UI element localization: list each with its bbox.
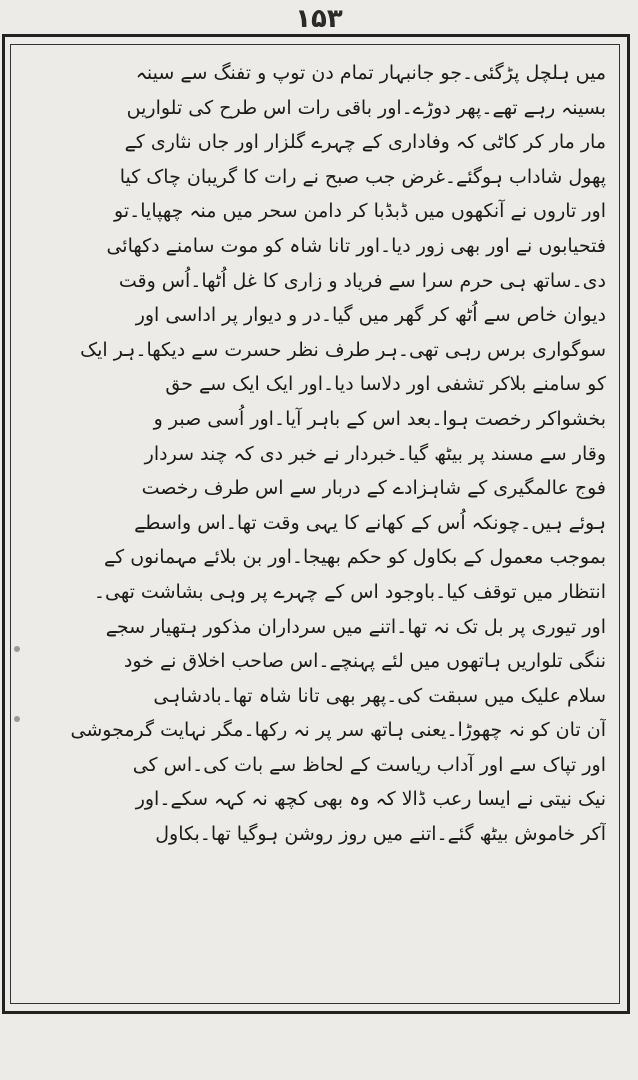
text-line: آن تان کو نہ چھوڑا۔یعنی ہاتھ سر پر نہ رکھا۔مگر نہایت گرمجوشی (70, 719, 606, 742)
text-line: مار مار کر کاٹی کہ وفاداری کے چہرے گلزار اور جاں نثاری کے (124, 131, 606, 154)
text-line: بخشواکر رخصت ہوا۔بعد اس کے باہر آیا۔اور اُسی صبر و (153, 407, 606, 430)
text-line: آکر خاموش بیٹھ گئے۔اتنے میں روز روشن ہوگیا تھا۔بکاول (155, 823, 606, 846)
text-line: بموجب معمول کے بکاول کو حکم بھیجا۔اور بن بلائے مہمانوں کے (103, 546, 606, 569)
text-line: کو سامنے بلاکر تشفی اور دلاسا دیا۔اور ایک ایک سے حق (165, 373, 606, 396)
binding-hole (14, 716, 20, 722)
text-line: میں ہلچل پڑگئی۔جو جانبہار تمام دن توپ و تفنگ سے سینہ (135, 62, 606, 84)
text-line: بسینہ رہے تھے۔پھر دوڑے۔اور باقی رات اس طرح کی تلواریں (126, 96, 606, 119)
text-line: فوج عالمگیری کے شاہزادے کے دربار سے اس طرف رخصت (141, 477, 606, 500)
text-line: سلام علیک میں سبقت کی۔پھر بھی تانا شاہ تھا۔بادشاہی (153, 684, 606, 707)
binding-hole (14, 646, 20, 652)
text-line: ہوئے ہیں۔چونکہ اُس کے کھانے کا یہی وقت تھا۔اس واسطے (134, 511, 606, 534)
text-line: فتحیابوں نے اور بھی زور دیا۔اور تانا شاہ کو موت سامنے دکھائی (106, 234, 606, 257)
urdu-text-body (26, 56, 606, 996)
text-line: انتظار میں توقف کیا۔باوجود اس کے چہرے پر وہی بشاشت تھی۔ (93, 580, 606, 603)
text-line: پھول شاداب ہوگئے۔غرض جب صبح نے رات کا گریبان چاک کیا (119, 165, 606, 188)
text-line: ننگی تلواریں ہاتھوں میں لئے پہنچے۔اس صاحب اخلاق نے خود (123, 650, 606, 673)
page-number: ۱۵۳ (295, 4, 343, 34)
text-line: اور تاروں نے آنکھوں میں ڈبڈبا کر دامن سحر میں منہ چھپایا۔تو (114, 200, 606, 223)
text-line: وقار سے مسند پر بیٹھ گیا۔خبردار نے خبر دی کہ چند سردار (144, 442, 606, 465)
text-line: دی۔ساتھ ہی حرم سرا سے فریاد و زاری کا غل اُٹھا۔اُس وقت (118, 269, 606, 292)
text-line: نیک نیتی نے ایسا رعب ڈالا کہ وہ بھی کچھ نہ کہہ سکے۔اور (135, 788, 606, 811)
text-line: اور تیوری پر بل تک نہ تھا۔اتنے میں سرداران مذکور ہتھیار سجے (105, 615, 606, 638)
text-line: دیوان خاص سے اُٹھ کر گھر میں گیا۔در و دیوار پر اداسی اور (135, 304, 606, 327)
text-line: اور تپاک سے اور آداب ریاست کے لحاظ سے بات کی۔اس کی (132, 753, 606, 776)
text-line: سوگواری برس رہی تھی۔ہر طرف نظر حسرت سے دیکھا۔ہر ایک (80, 338, 606, 361)
